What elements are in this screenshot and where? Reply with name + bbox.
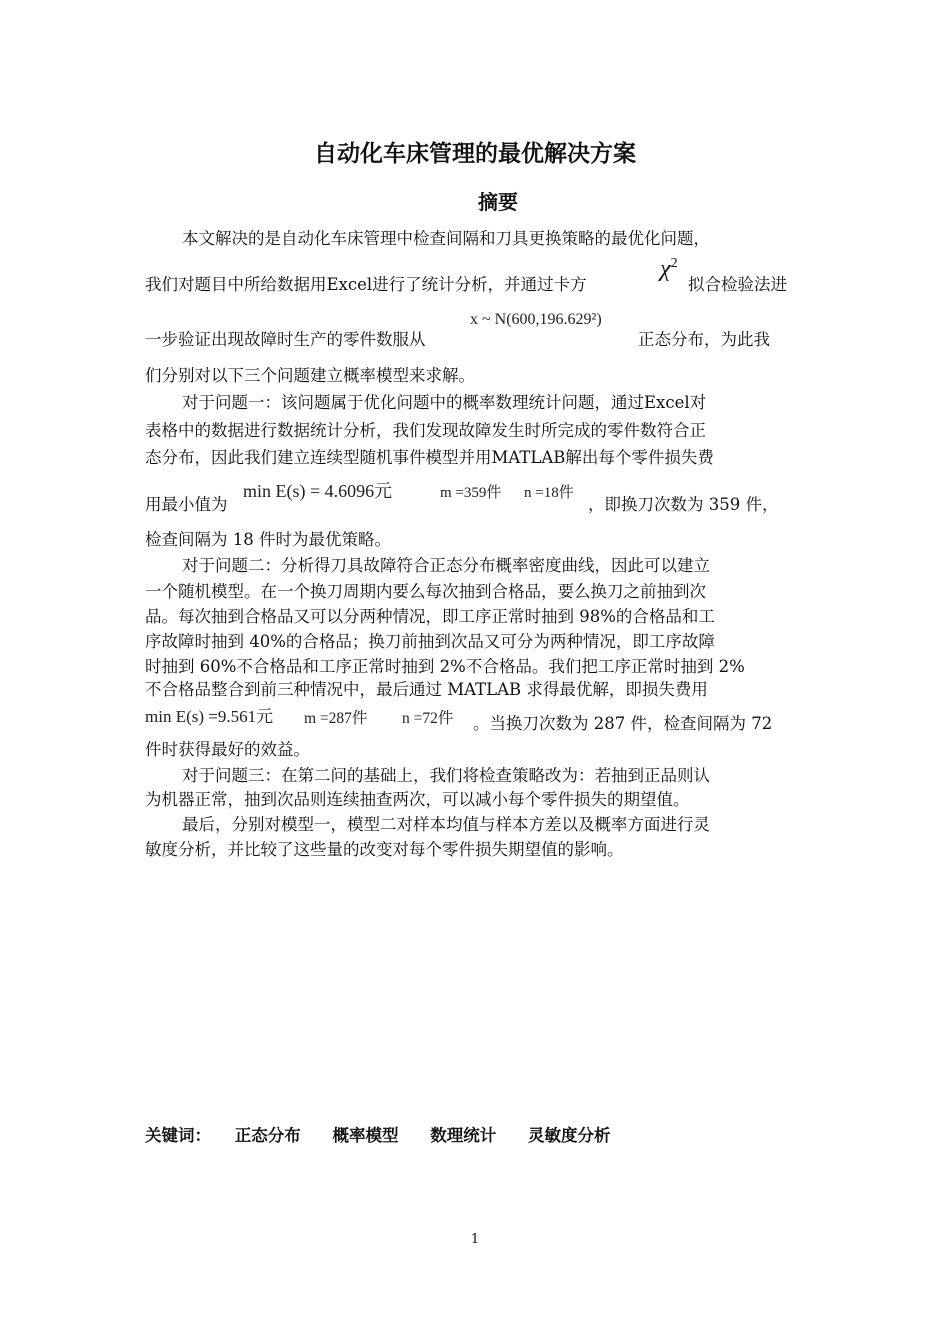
keywords-line: [145, 1122, 637, 1146]
p2-line4a: 用最小值为: [145, 495, 228, 514]
inspection-interval-2: n =72件: [402, 710, 454, 727]
p3-line4: 序故障时抽到 40%的合格品；换刀前抽到次品又可分为两种情况，即工序故障: [145, 632, 715, 651]
p3-line8: 件时获得最好的效益。: [145, 740, 310, 759]
p2-line4b: ，即换刀次数为 359 件，: [588, 495, 779, 514]
p1-line3b: 正态分布，为此我: [638, 330, 770, 349]
p5-line1: 最后，分别对模型一，模型二对样本均值与样本方差以及概率方面进行灵: [182, 815, 710, 834]
p3-line2: 一个随机模型。在一个换刀周期内要么每次抽到合格品，要么换刀之前抽到次: [145, 582, 706, 601]
replacement-count-2: m =287件: [304, 710, 368, 727]
p2-line1: 对于问题一：该问题属于优化问题中的概率数理统计问题，通过Excel对: [182, 393, 707, 412]
p2-line3: 态分布，因此我们建立连续型随机事件模型并用MATLAB解出每个零件损失费: [145, 448, 714, 467]
p3-line6: 不合格品整合到前三种情况中，最后通过 MATLAB 求得最优解，即损失费用: [145, 680, 708, 699]
keyword-item: 灵敏度分析: [528, 1126, 611, 1145]
p3-line3: 品。每次抽到合格品又可以分两种情况，即工序正常时抽到 98%的合格品和工: [145, 607, 715, 626]
p1-line2a: 我们对题目中所给数据用Excel进行了统计分析，并通过卡方: [145, 275, 587, 294]
replacement-count-1: m =359件: [440, 485, 502, 501]
abstract-heading: 摘要: [478, 190, 518, 214]
p1-line3a: 一步验证出现故障时生产的零件数服从: [145, 330, 426, 349]
p1-line4: 们分别对以下三个问题建立概率模型来求解。: [145, 366, 475, 385]
paper-title: 自动化车床管理的最优解决方案: [314, 141, 636, 167]
min-cost-equation-1: min E(s) = 4.6096元: [243, 481, 393, 501]
p3-line7b: 。当换刀次数为 287 件，检查间隔为 72: [473, 714, 773, 733]
p2-line2: 表格中的数据进行数据统计分析，我们发现故障发生时所完成的零件数符合正: [145, 421, 706, 440]
distribution-formula: x ~ N(600,196.629²): [470, 311, 602, 328]
keyword-item: 数理统计: [430, 1126, 497, 1145]
chi-square-symbol: [660, 256, 678, 283]
p5-line2: 敏度分析，并比较了这些量的改变对每个零件损失期望值的影响。: [145, 840, 624, 859]
p3-line1: 对于问题二：分析得刀具故障符合正态分布概率密度曲线，因此可以建立: [182, 556, 710, 575]
p1-line2b: 拟合检验法进: [688, 275, 787, 294]
p1-line1: 本文解决的是自动化车床管理中检查间隔和刀具更换策略的最优化问题，: [182, 229, 710, 248]
p4-line1: 对于问题三：在第二问的基础上，我们将检查策略改为：若抽到正品则认: [182, 766, 710, 785]
keyword-item: 概率模型: [332, 1126, 399, 1145]
p4-line2: 为机器正常，抽到次品则连续抽查两次，可以减小每个零件损失的期望值。: [145, 790, 690, 809]
p3-line5: 时抽到 60%不合格品和工序正常时抽到 2%不合格品。我们把工序正常时抽到 2%: [145, 657, 745, 676]
chi-superscript: 2: [670, 256, 678, 271]
chi-letter: χ: [660, 256, 671, 282]
min-cost-equation-2: min E(s) =9.561元: [145, 707, 274, 726]
page-number: 1: [470, 1232, 480, 1247]
p2-line5: 检查间隔为 18 件时为最优策略。: [145, 530, 391, 549]
inspection-interval-1: n =18件: [524, 485, 574, 501]
keyword-item: 正态分布: [234, 1126, 301, 1145]
keywords-label: 关键词：: [145, 1126, 211, 1145]
